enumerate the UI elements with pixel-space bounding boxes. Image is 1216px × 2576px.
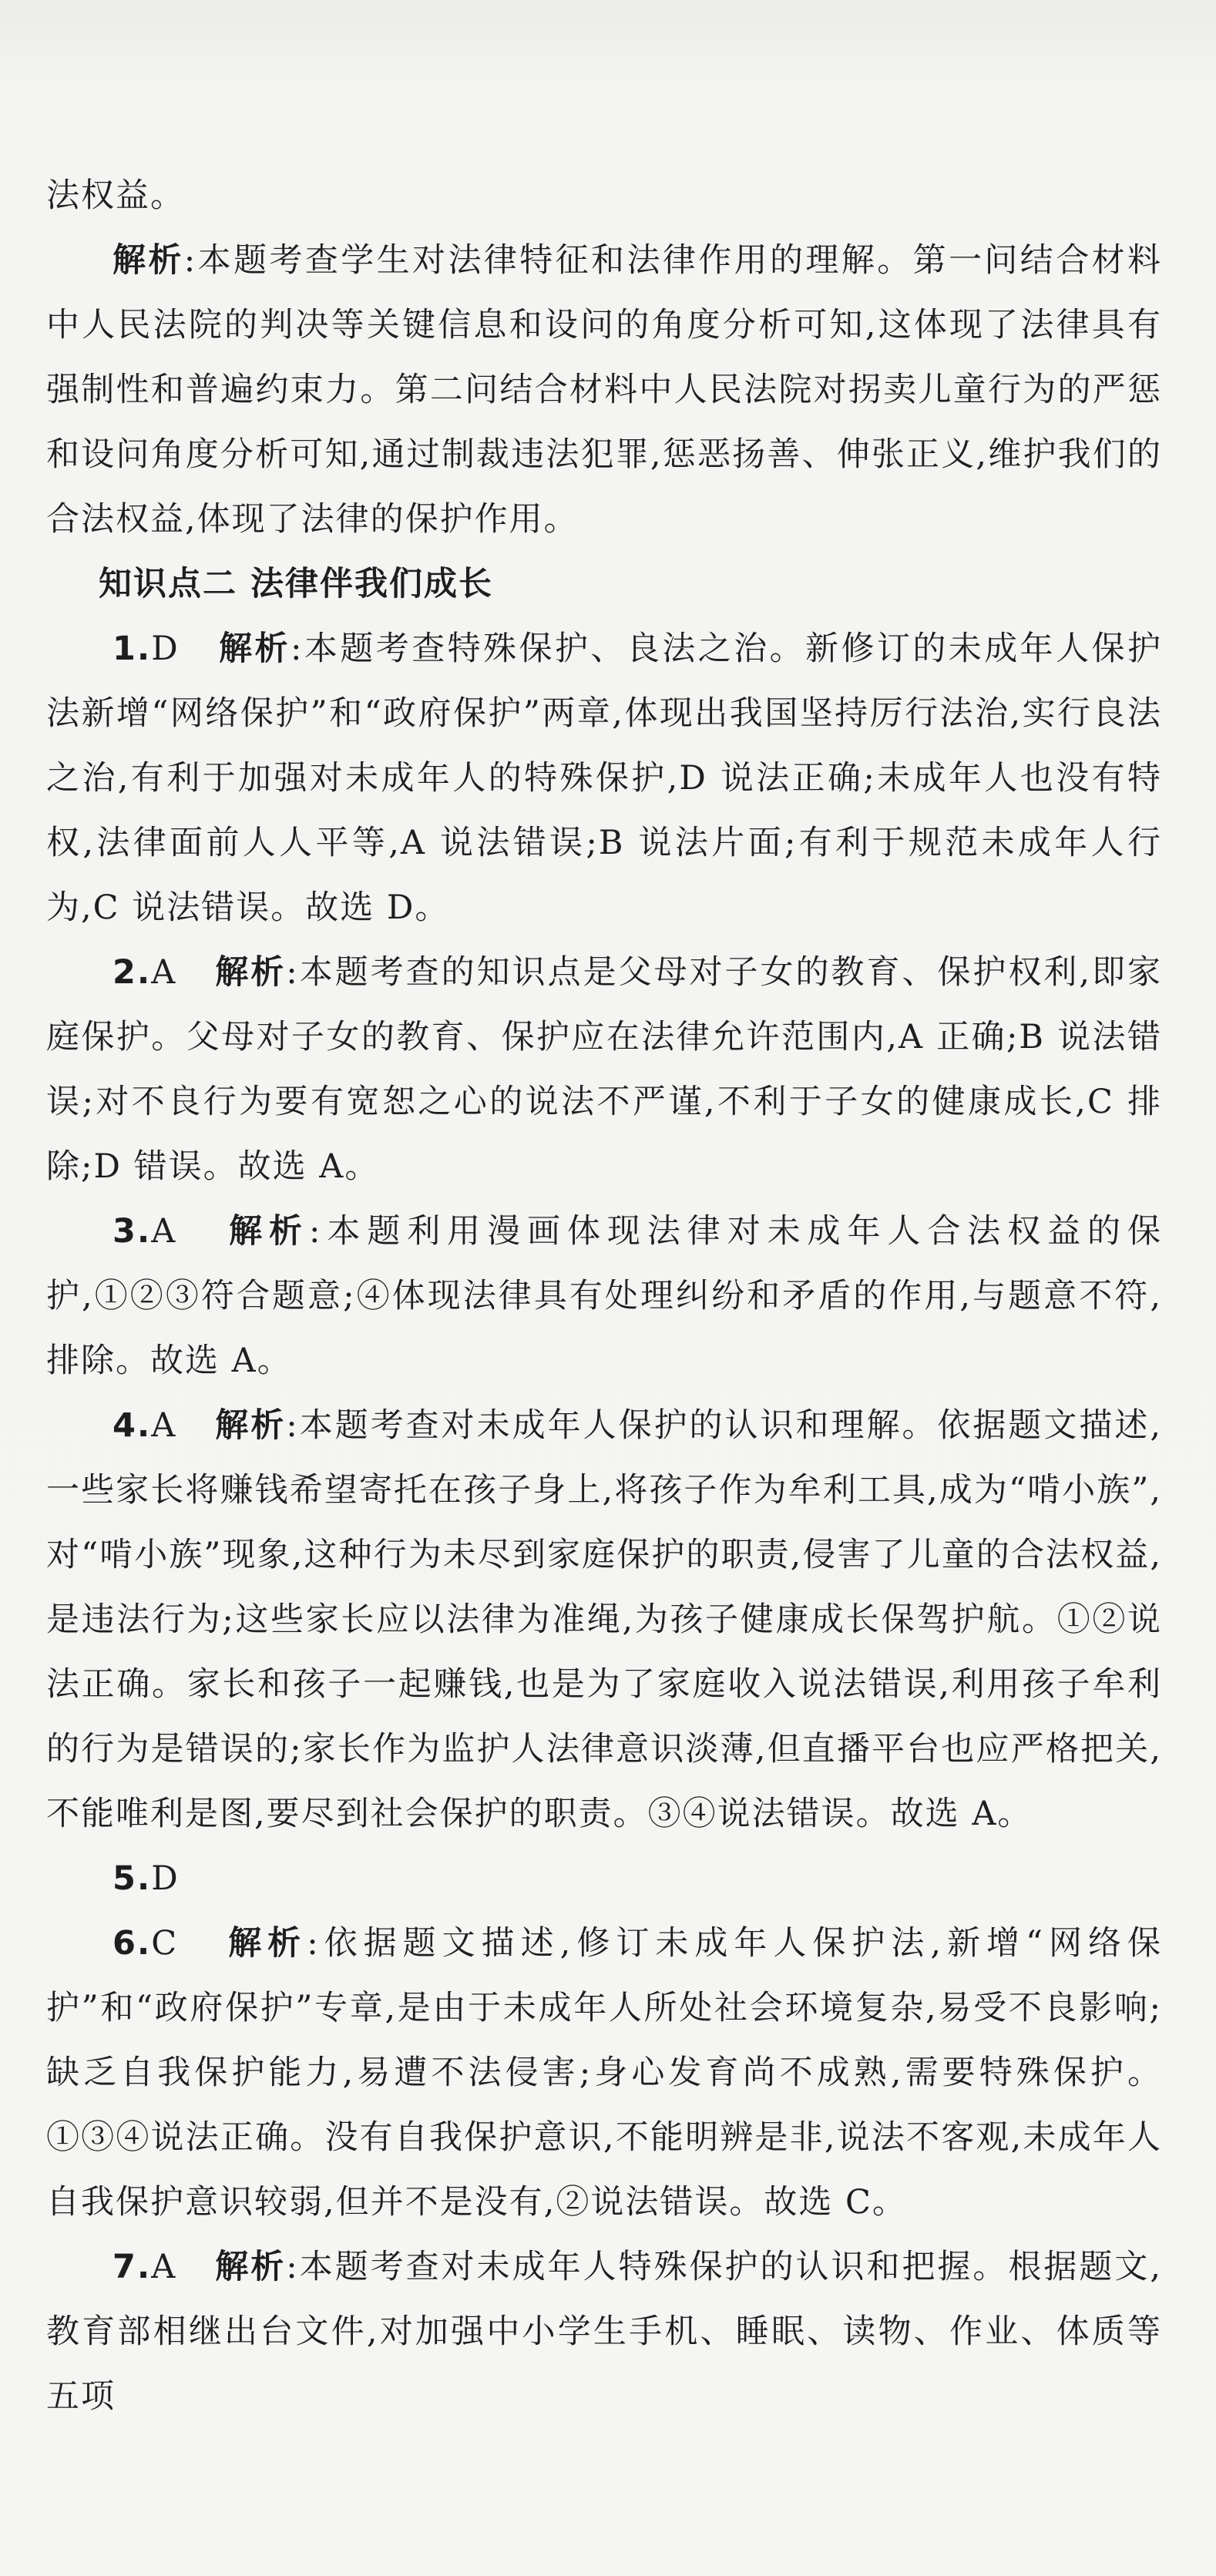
analysis-text: :本题考查对未成年人保护的认识和理解。依据题文描述,一些家长将赚钱希望寄托在孩子身上,将孩子作为牟利工具,成为“啃小族”,对“啃小族”现象,这种行为未尽到家庭保护的职责,侵害了儿童的合法权益,是违法行为;这些家长应以法律为准绳,为孩子健康成长保驾护航。①②说法正确。家长和孩子一起赚钱,也是为了家庭收入说法错误,利用孩子牟利的行为是错误的;家长作为监护人法律意识淡薄,但直播平台也应严格把关,不能唯利是图,要尽到社会保护的职责。③④说法错误。故选 A。	[46, 1406, 1163, 1833]
analysis-text: :本题考查的知识点是父母对子女的教育、保护权利,即家庭保护。父母对子女的教育、保护应在法律允许范围内,A 正确;B 说法错误;对不良行为要有宽恕之心的说法不严谨,不利于子女的健康成长,C 排除;D 错误。故选 A。	[46, 953, 1163, 1186]
analysis-text: :本题考查对未成年人特殊保护的认识和把握。根据题文,教育部相继出台文件,对加强中小学生手机、睡眠、读物、作业、体质等五项	[46, 2248, 1163, 2416]
answer-choice: A	[151, 1406, 177, 1445]
answer-number: 3.	[113, 1212, 152, 1251]
section-heading: 知识点二 法律伴我们成长	[99, 565, 493, 603]
answer-number: 1.	[113, 630, 152, 668]
answer-number: 6.	[113, 1924, 152, 1963]
analysis-label: 解析	[215, 953, 287, 992]
answer-item	[46, 1393, 1162, 1846]
answer-choice: A	[151, 1212, 177, 1251]
analysis-label: 解析	[113, 241, 184, 280]
paragraph-continuation: 法权益。	[46, 176, 185, 215]
analysis-label: 解析	[215, 1406, 287, 1445]
answer-choice: D	[151, 630, 180, 668]
answer-item	[46, 1846, 1162, 1911]
answer-number: 5.	[113, 1859, 152, 1898]
answer-item	[46, 1911, 1162, 2235]
analysis-label: 解析	[215, 2248, 287, 2286]
answer-choice: A	[151, 953, 177, 992]
analysis-paragraph	[46, 228, 1162, 552]
analysis-text: :依据题文描述,修订未成年人保护法,新增“网络保护”和“政府保护”专章,是由于未成年人所处社会环境复杂,易受不良影响;缺乏自我保护能力,易遭不法侵害;身心发育尚不成熟,需要特殊保护。①③④说法正确。没有自我保护意识,不能明辨是非,说法不客观,未成年人自我保护意识较弱,但并不是没有,②说法错误。故选 C。	[46, 1924, 1162, 2222]
answer-item	[46, 2235, 1162, 2429]
answer-number: 7.	[113, 2248, 152, 2286]
analysis-text: :本题考查学生对法律特征和法律作用的理解。第一问结合材料中人民法院的判决等关键信息和设问的角度分析可知,这体现了法律具有强制性和普遍约束力。第二问结合材料中人民法院对拐卖儿童行为的严惩和设问角度分析可知,通过制裁违法犯罪,惩恶扬善、伸张正义,维护我们的合法权益,体现了法律的保护作用。	[46, 241, 1162, 539]
answer-item	[46, 940, 1162, 1199]
analysis-label: 解析	[228, 1924, 307, 1963]
answer-choice: A	[151, 2248, 177, 2286]
answer-item	[46, 616, 1162, 940]
analysis-text: :本题利用漫画体现法律对未成年人合法权益的保护,①②③符合题意;④体现法律具有处理纠纷和矛盾的作用,与题意不符,排除。故选 A。	[46, 1212, 1162, 1380]
answer-choice: C	[151, 1924, 179, 1963]
answer-choice: D	[151, 1859, 180, 1898]
answer-number: 4.	[113, 1406, 152, 1445]
analysis-label: 解析	[219, 630, 291, 668]
analysis-text: :本题考查特殊保护、良法之治。新修订的未成年人保护法新增“网络保护”和“政府保护”两章,体现出我国坚持厉行法治,实行良法之治,有利于加强对未成年人的特殊保护,D 说法正确;未成年人也没有特权,法律面前人人平等,A 说法错误;B 说法片面;有利于规范未成年人行为,C 说法错误。故选 D。	[46, 630, 1162, 927]
answer-number: 2.	[113, 953, 152, 992]
analysis-label: 解析	[229, 1212, 309, 1251]
answer-item	[46, 1199, 1162, 1393]
